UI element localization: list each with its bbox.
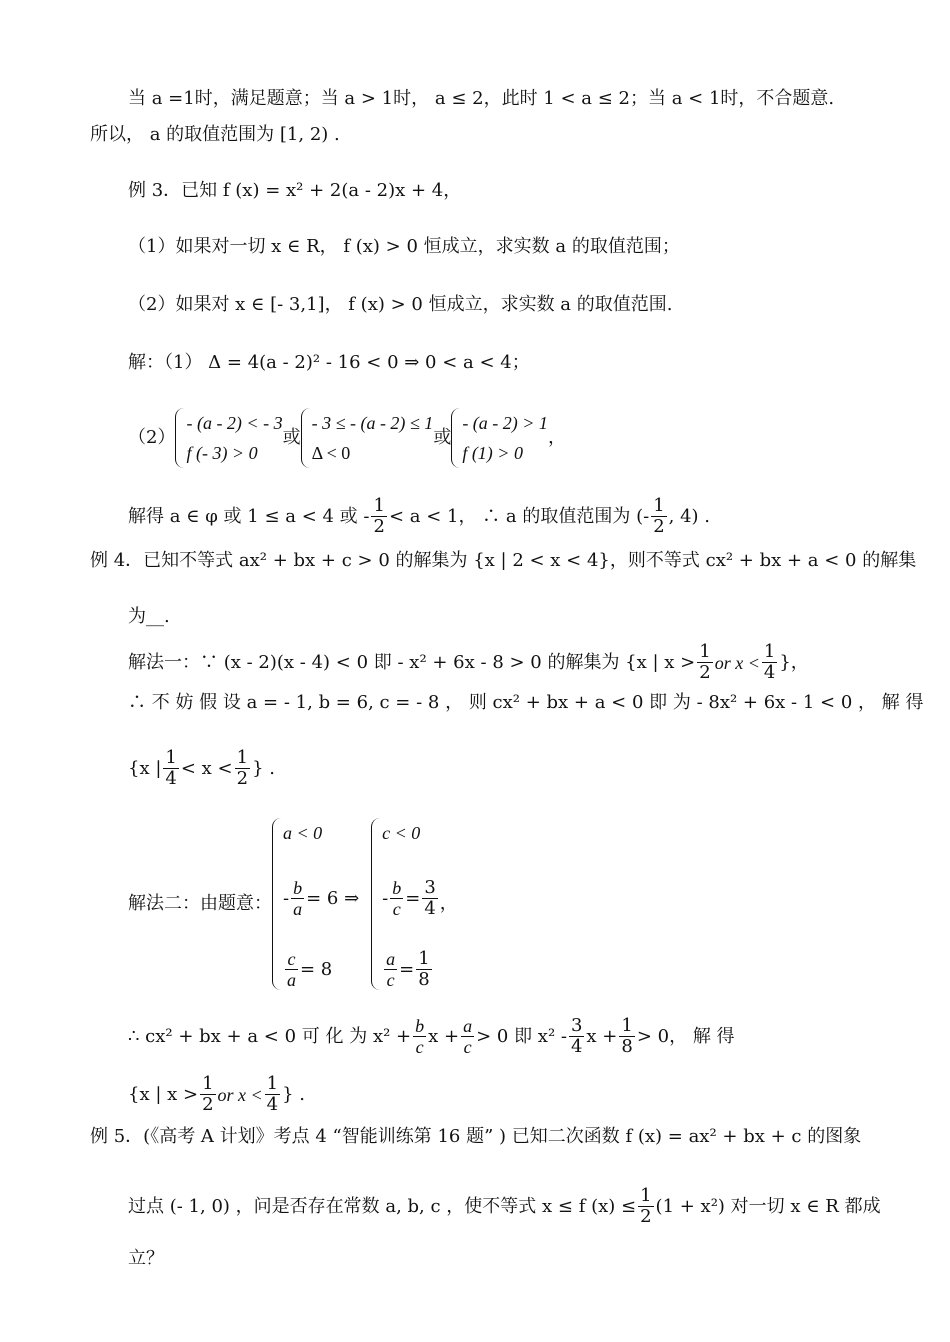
fraction [619, 1016, 634, 1057]
system-row: - (a - 2) > 1 [462, 413, 548, 433]
fraction [235, 748, 250, 789]
example-4-title: 例 4．已知不等式 ax² + bx + c > 0 的解集为 {x | 2 < x < 4}，则不等式 cx² + bx + a < 0 的解集 [90, 550, 917, 571]
text-segment: or x < [217, 1084, 263, 1105]
fraction [163, 748, 178, 789]
fraction [416, 949, 431, 990]
punctuation: ， [547, 427, 566, 448]
numerator: 1 [699, 641, 711, 662]
text-segment: }， [779, 651, 809, 673]
inequality-system [301, 408, 434, 468]
numerator: 3 [570, 1015, 583, 1036]
numerator: 1 [236, 747, 249, 768]
fraction [285, 949, 298, 990]
fraction [638, 1186, 653, 1227]
denominator: 4 [424, 898, 436, 919]
text-segment: {x | [128, 757, 162, 779]
system-row: c < 0 [382, 823, 421, 843]
text-segment: {x | x > [128, 1083, 199, 1105]
fraction [291, 878, 304, 919]
text-segment: 解得 a ∈ φ 或 1 ≤ a < 4 或 - [128, 505, 370, 527]
example-4-method-1 [128, 642, 809, 683]
text-segment: = 6 ⇒ [306, 887, 360, 909]
numerator: 1 [418, 948, 430, 969]
numerator: b [415, 1016, 425, 1036]
example-5-line-3: 立？ [128, 1248, 164, 1269]
fraction [265, 1074, 280, 1115]
denominator: 4 [266, 1094, 279, 1115]
text-segment: , 4) . [668, 505, 711, 527]
example-3-solution-1: 解：（1） Δ = 4(a - 2)² - 16 < 0 ⇒ 0 < a < 4； [128, 352, 530, 373]
numerator: 3 [424, 877, 436, 898]
numerator: 1 [640, 1185, 652, 1206]
denominator: 2 [373, 516, 385, 537]
text-segment: = [399, 958, 415, 980]
denominator: 2 [202, 1094, 214, 1115]
denominator: 8 [621, 1036, 633, 1057]
example-5-line-2 [128, 1186, 881, 1227]
denominator: 4 [570, 1036, 583, 1057]
example-3-question-1: （1）如果对一切 x ∈ R， f (x) > 0 恒成立，求实数 a 的取值范围； [128, 236, 680, 257]
example-3-title: 例 3．已知 f (x) = x² + 2(a - 2)x + 4， [128, 180, 462, 201]
denominator: a [293, 899, 303, 919]
fraction [390, 878, 403, 919]
fraction [371, 496, 386, 537]
denominator: c [386, 970, 395, 990]
denominator: 4 [763, 662, 776, 683]
punctuation: ， [439, 893, 458, 914]
equation-system [371, 818, 440, 990]
numerator: 1 [621, 1015, 633, 1036]
numerator: 1 [653, 495, 665, 516]
system-row: f (1) > 0 [462, 443, 523, 463]
text-segment: 解法二：由题意： [128, 893, 272, 914]
text-segment: - [283, 887, 290, 909]
text-segment: or x < [714, 652, 760, 673]
text-segment: 过点 (- 1, 0) ，问是否存在常数 a, b, c ，使不等式 x ≤ f (x) ≤ [128, 1195, 637, 1217]
example-3-solution-2 [128, 408, 566, 468]
example-4-method-1-line-3 [128, 748, 275, 789]
fraction [384, 949, 397, 990]
system-row: f (- 3) > 0 [186, 443, 258, 463]
fraction [762, 642, 777, 683]
text-segment: - [382, 887, 389, 909]
numerator: 1 [373, 495, 385, 516]
text-segment: < a < 1， ∴ a 的取值范围为 (- [388, 505, 650, 527]
example-4-method-2 [128, 818, 458, 990]
text-segment: = [405, 887, 421, 909]
example-3-solution-3 [128, 496, 710, 537]
denominator: 8 [418, 969, 430, 990]
denominator: c [463, 1037, 472, 1057]
system-row [283, 878, 359, 919]
numerator: b [293, 878, 303, 898]
text-segment: 解法一：∵ (x - 2)(x - 4) < 0 即 - x² + 6x - 8 > 0 的解集为 {x | x > [128, 651, 696, 673]
numerator: 1 [165, 747, 177, 768]
denominator: 2 [699, 662, 711, 683]
text-segment: = 8 [300, 958, 333, 980]
text-segment: } . [282, 1083, 306, 1105]
numerator: a [463, 1016, 473, 1036]
or-word: 或 [282, 427, 301, 448]
text-segment: ∴ cx² + bx + a < 0 可 化 为 x² + [128, 1025, 412, 1047]
fraction [200, 1074, 215, 1115]
text-segment: (1 + x²) 对一切 x ∈ R 都成 [655, 1195, 881, 1217]
system-row [382, 878, 440, 919]
numerator: a [386, 949, 396, 969]
example-4-method-2-result [128, 1074, 305, 1115]
denominator: c [415, 1037, 424, 1057]
or-word: 或 [433, 427, 452, 448]
inequality-system [451, 408, 548, 468]
denominator: 2 [653, 516, 665, 537]
text-segment: x + [586, 1025, 618, 1047]
denominator: 4 [165, 768, 177, 789]
example-3-question-2: （2）如果对 x ∈ [- 3,1]， f (x) > 0 恒成立，求实数 a 的取值范围. [128, 294, 673, 315]
equation-system [272, 818, 359, 990]
text-line: 所以， a 的取值范围为 [1, 2) . [90, 124, 340, 145]
text-segment: < x < [180, 757, 233, 779]
text-segment: > 0 即 x² - [476, 1025, 567, 1047]
numerator: 1 [266, 1073, 279, 1094]
numerator: c [285, 949, 298, 970]
system-row: - (a - 2) < - 3 [186, 413, 283, 433]
denominator: 2 [640, 1206, 652, 1227]
example-4-title-continued: 为__. [128, 606, 170, 627]
denominator: 2 [236, 768, 249, 789]
text-segment: > 0， 解 得 [636, 1025, 735, 1047]
system-row: Δ < 0 [311, 443, 351, 463]
example-4-method-2-transform [128, 1016, 735, 1057]
system-row [283, 949, 359, 990]
numerator: b [392, 878, 402, 898]
fraction [461, 1016, 474, 1057]
system-row [382, 949, 440, 990]
denominator: c [392, 899, 401, 919]
fraction [651, 496, 666, 537]
text-segment: x + [428, 1025, 460, 1047]
denominator: a [287, 970, 296, 990]
numerator: 1 [202, 1073, 214, 1094]
fraction [569, 1016, 584, 1057]
fraction [422, 878, 437, 919]
label: （2） [128, 427, 176, 448]
example-4-method-1-line-2: ∴ 不 妨 假 设 a = - 1, b = 6, c = - 8 ， 则 cx² + bx + a < 0 即 为 - 8x² + 6x - 1 < 0 ， 解 得 [128, 692, 924, 713]
text-segment: } . [252, 757, 275, 779]
fraction [697, 642, 712, 683]
numerator: 1 [763, 641, 776, 662]
example-5-title: 例 5．(《高考 A 计划》考点 4 “智能训练第 16 题” ) 已知二次函数 f (x) = ax² + bx + c 的图象 [90, 1126, 862, 1147]
fraction [413, 1016, 426, 1057]
text-line: 当 a =1时，满足题意；当 a > 1时， a ≤ 2，此时 1 < a ≤ 2；当 a < 1时，不合题意. [128, 88, 835, 109]
inequality-system [175, 408, 282, 468]
system-row: a < 0 [283, 823, 323, 843]
system-row: - 3 ≤ - (a - 2) ≤ 1 [311, 413, 434, 433]
